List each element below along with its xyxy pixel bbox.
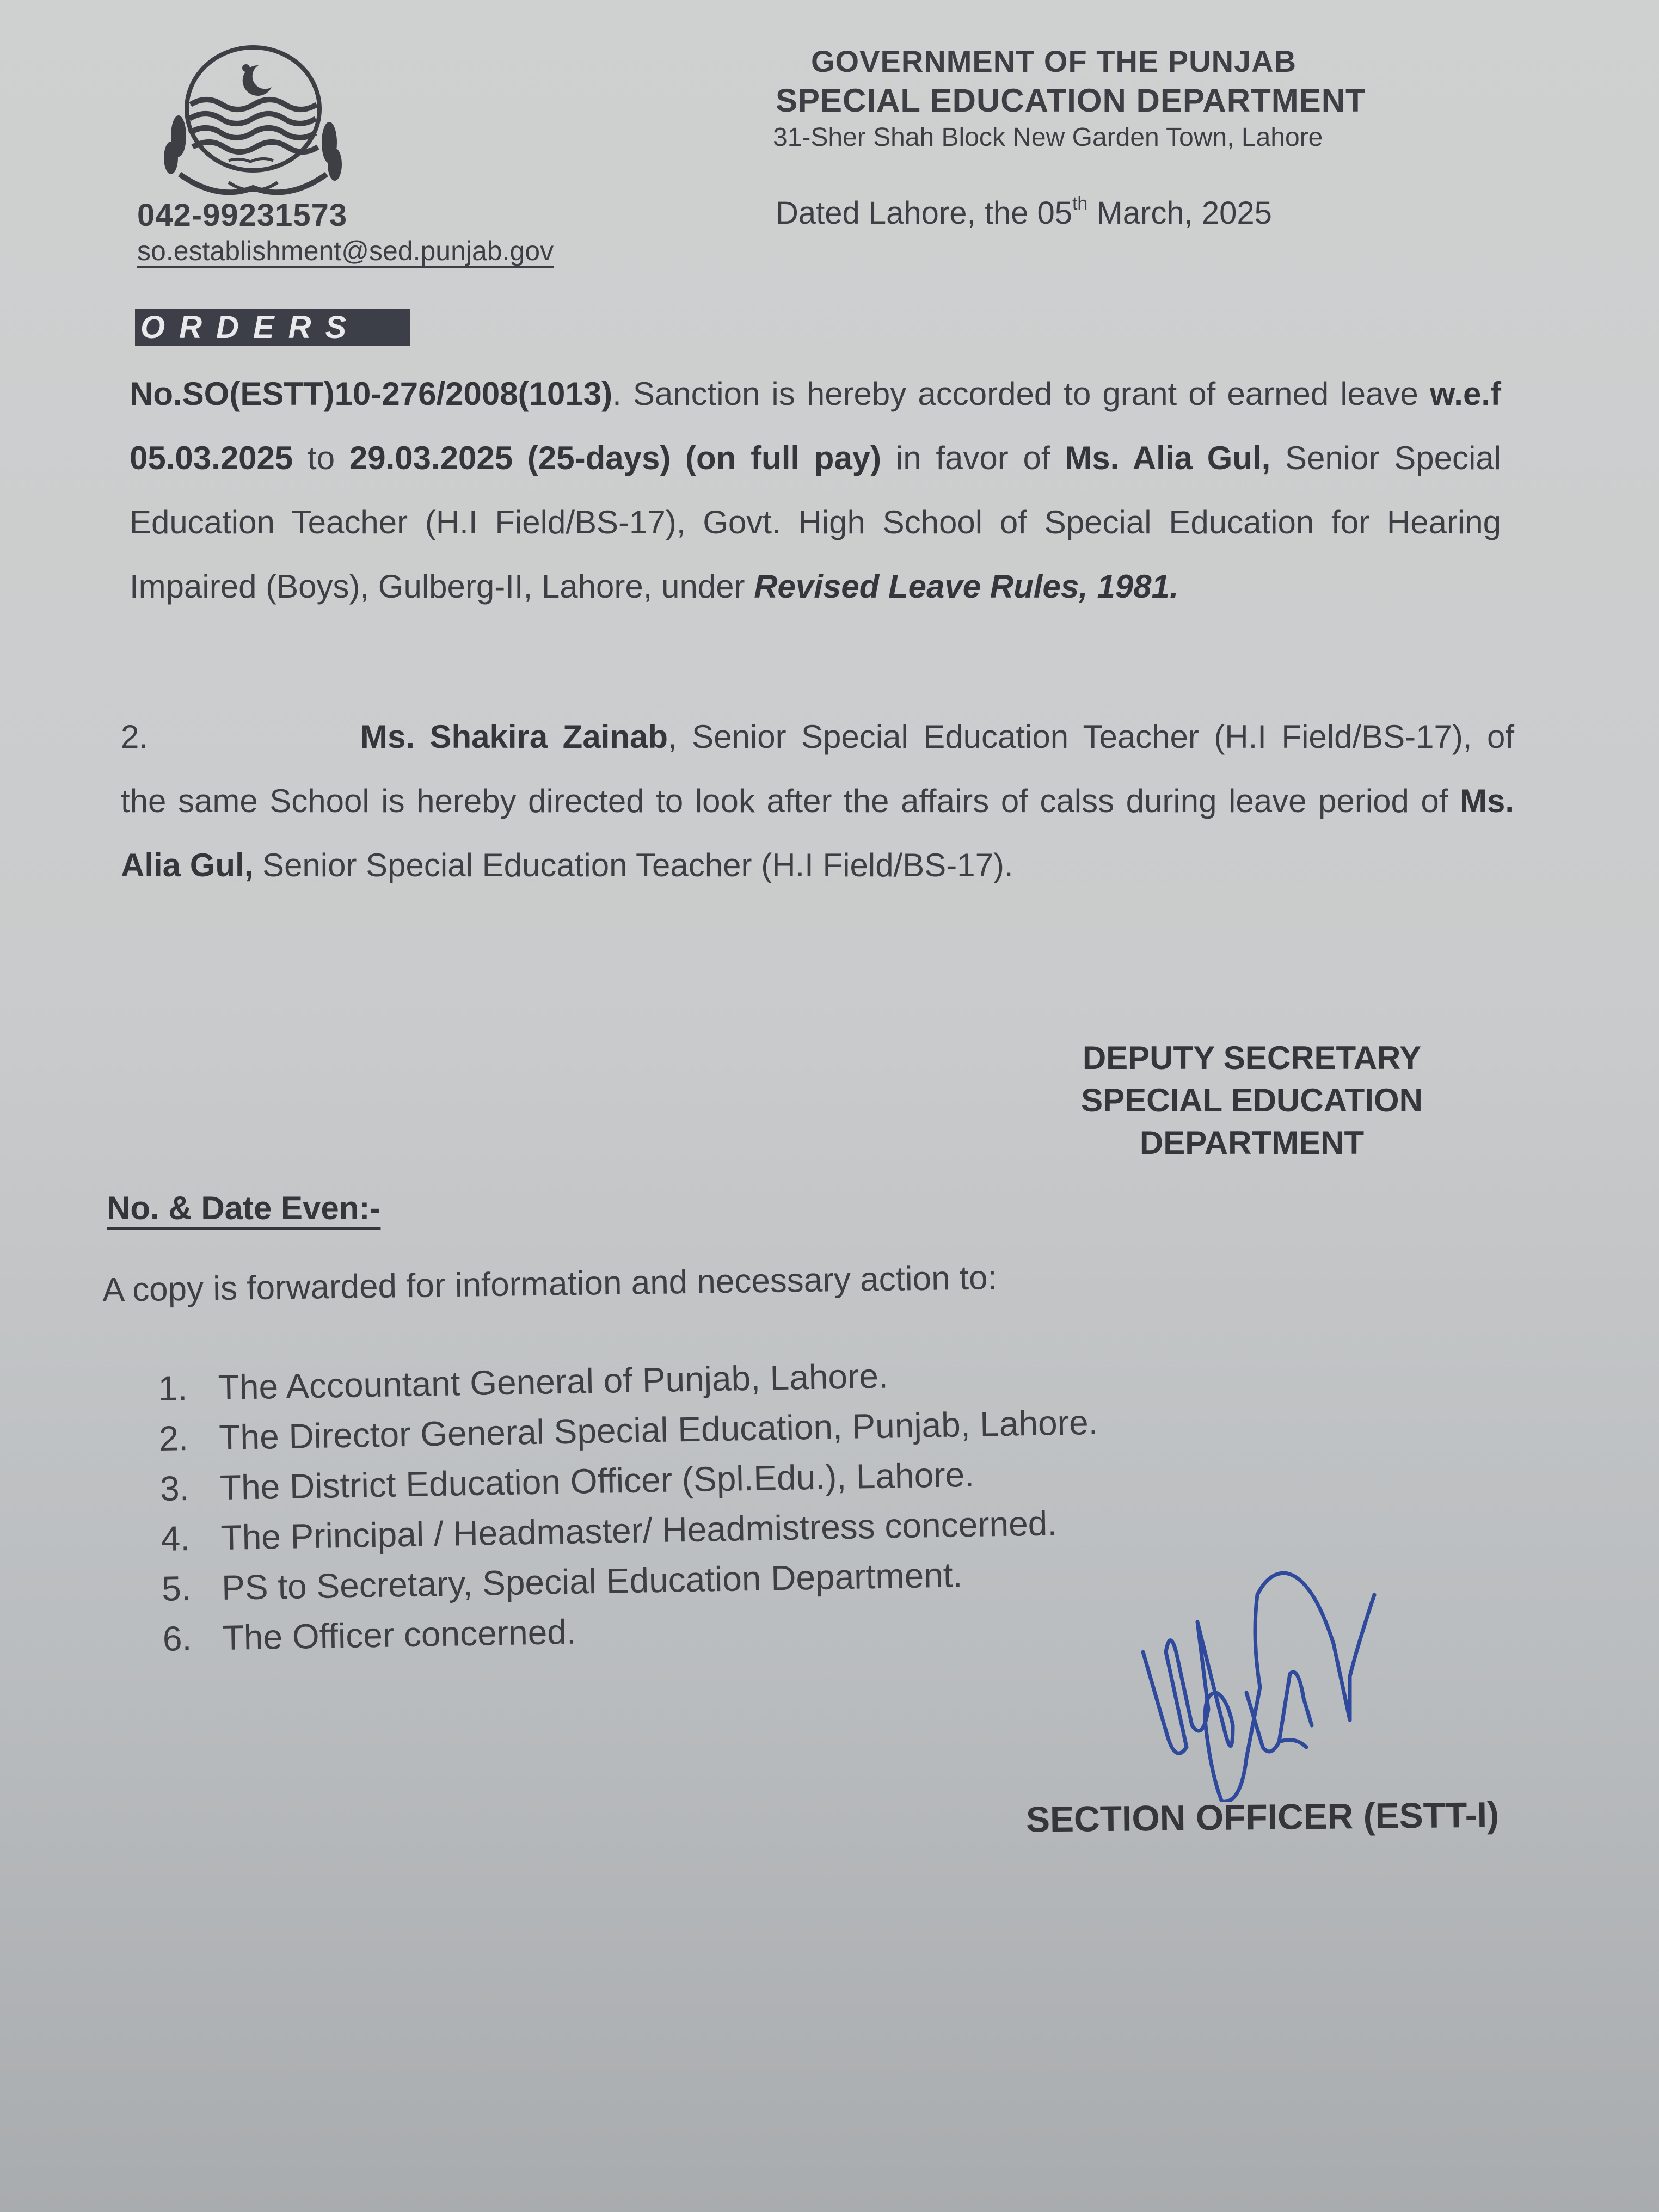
orders-heading: ORDERS	[135, 309, 410, 346]
punjab-emblem-icon	[147, 44, 359, 207]
leave-rules: Revised Leave Rules, 1981.	[754, 568, 1179, 605]
copy-forwarded-text: A copy is forwarded for information and necessary action to:	[102, 1259, 998, 1309]
department-address: 31-Sher Shah Block New Garden Town, Lahore	[773, 123, 1323, 152]
government-title: GOVERNMENT OF THE PUNJAB	[811, 44, 1297, 78]
substitute-name: Ms. Shakira Zainab	[360, 718, 668, 755]
paragraph-text: Senior Special Education Teacher (H.I Field/BS-17).	[253, 847, 1013, 883]
dated-line	[776, 195, 1272, 231]
paragraph-text: , Senior Special Education Teacher (H.I Field/BS-17), of the same School is hereby directed to look after the affairs of calss during leave period of	[121, 718, 1515, 819]
employee-name: Ms. Alia Gul,	[121, 783, 1514, 883]
list-text: The Director General Special Education, Punjab, Lahore.	[218, 1402, 1098, 1458]
email-link[interactable]: so.establishment@sed.punjab.gov	[137, 236, 554, 266]
paragraph-number: 2.	[121, 718, 149, 755]
list-text: The Principal / Headmaster/ Headmistress concerned.	[220, 1503, 1058, 1558]
paragraph-2	[121, 705, 1514, 898]
list-number: 5.	[161, 1569, 192, 1608]
handwritten-signature-icon	[1116, 1562, 1497, 1802]
list-number: 6.	[162, 1618, 192, 1658]
list-number: 3.	[159, 1468, 190, 1508]
no-date-even-heading: No. & Date Even:-	[107, 1190, 381, 1226]
leave-end: 29.03.2025 (25-days) (on full pay)	[349, 440, 882, 476]
paragraph-text: in favor of	[881, 440, 1065, 476]
deputy-secretary-block	[1034, 1037, 1470, 1164]
deputy-line-2: SPECIAL EDUCATION	[1081, 1082, 1423, 1119]
section-officer-title: SECTION OFFICER (ESTT-I)	[1025, 1794, 1500, 1840]
paragraph-text: Senior Special Education Teacher (H.I Field/BS-17), Govt. High School of Special Education for Hearing Impaired (Boys), Gulberg-II, Lahore, under	[130, 440, 1501, 605]
dated-rest: March, 2025	[1087, 195, 1272, 231]
dated-prefix: Dated Lahore, the 05	[776, 195, 1072, 231]
list-text: The Accountant General of Punjab, Lahore.	[218, 1356, 889, 1408]
paragraph-text: . Sanction is hereby accorded to grant of earned leave	[612, 376, 1430, 412]
deputy-line-1: DEPUTY SECRETARY	[1082, 1040, 1422, 1076]
department-title: SPECIAL EDUCATION DEPARTMENT	[776, 82, 1366, 119]
dated-ordinal: th	[1072, 193, 1088, 214]
reference-number: No.SO(ESTT)10-276/2008(1013)	[130, 376, 613, 412]
list-number: 4.	[160, 1519, 191, 1558]
list-text: PS to Secretary, Special Education Department.	[221, 1555, 963, 1608]
leave-start: w.e.f 05.03.2025	[130, 376, 1501, 476]
paragraph-1	[130, 362, 1501, 619]
paragraph-text: to	[293, 440, 349, 476]
list-number: 2.	[158, 1418, 189, 1458]
deputy-line-3: DEPARTMENT	[1139, 1125, 1365, 1161]
phone-number: 042-99231573	[137, 198, 348, 233]
list-text: The Officer concerned.	[222, 1612, 577, 1657]
list-text: The District Education Officer (Spl.Edu.), Lahore.	[219, 1454, 975, 1508]
distribution-list	[158, 1347, 1102, 1664]
employee-name: Ms. Alia Gul,	[1065, 440, 1271, 476]
list-number: 1.	[158, 1368, 188, 1408]
